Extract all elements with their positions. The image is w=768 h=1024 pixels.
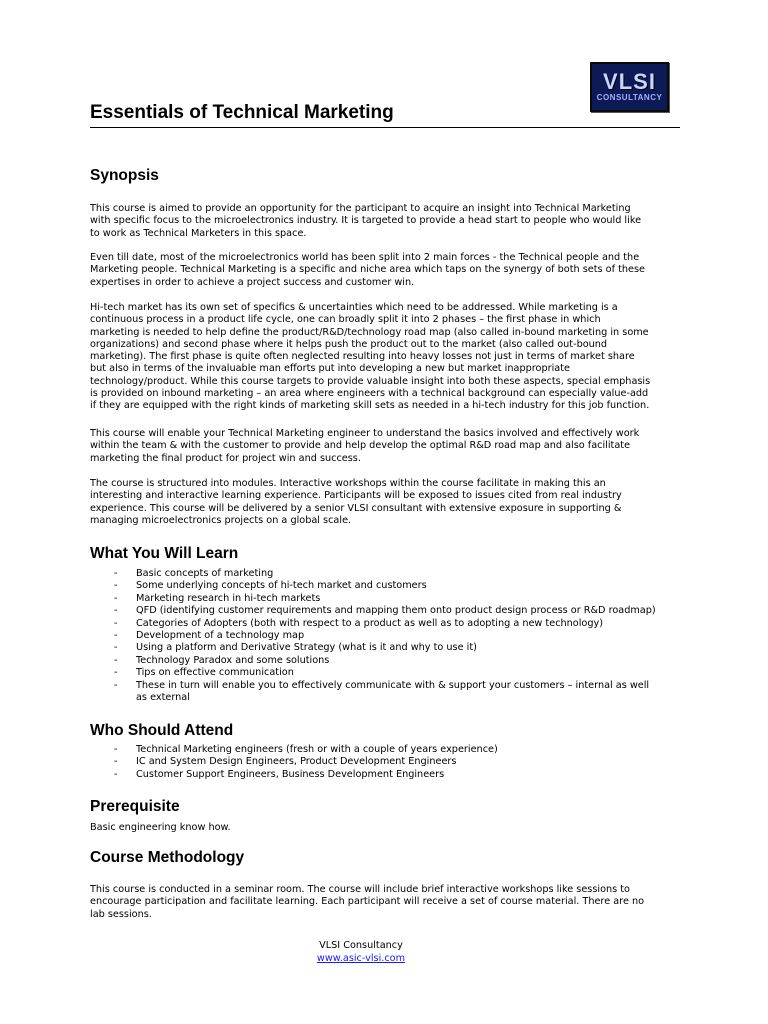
prerequisite-line: Basic engineering know how.	[90, 822, 231, 833]
bullet-dash: -	[114, 679, 118, 691]
list-item-text: Categories of Adopters (both with respect to a product as well as to adopting a new technology)	[136, 617, 604, 629]
learn-list	[90, 568, 680, 704]
bullet-dash: -	[114, 592, 118, 604]
list-item	[90, 580, 680, 592]
synopsis-paragraph-3	[90, 302, 680, 413]
text-line: if they are equipped with the right kinds of marketing skill sets as needed in a hi-tech industry for this job function.	[90, 400, 650, 412]
text-line: within the team & with the customer to provide and help develop the optimal R&D road map and also facilitate	[90, 440, 631, 452]
synopsis-paragraph-5	[90, 478, 680, 527]
text-line: technology/product. While this course targets to provide valuable insight into both these aspects, special emphasis	[90, 375, 651, 387]
text-line: Marketing people. Technical Marketing is a specific and niche area which taps on the synergy of both sets of these	[90, 264, 645, 276]
list-item	[90, 667, 680, 679]
text-line: marketing). The first phase is quite often neglected resulting into heavy losses not just in terms of market share	[90, 351, 635, 363]
page-title: Essentials of Technical Marketing	[90, 102, 394, 123]
text-line: with specific focus to the microelectronics industry. It is targeted to provide a head start to people who would like	[90, 215, 642, 227]
footer-website-link[interactable]: www.asic-vlsi.com	[316, 953, 406, 964]
list-item-text: These in turn will enable you to effectively communicate with & support your customers – internal as well	[136, 679, 650, 691]
list-item	[90, 593, 680, 605]
bullet-dash: -	[114, 580, 118, 592]
prerequisite-heading: Prerequisite	[90, 798, 180, 815]
text-line: experience. This course will be delivered by a senior VLSI consultant with extensive exposure in supporting &	[90, 502, 622, 514]
text-line: expertises in order to achieve a project success and customer win.	[90, 276, 415, 288]
attend-list	[90, 744, 680, 781]
learn-heading: What You Will Learn	[90, 545, 239, 562]
list-item	[90, 618, 680, 630]
bullet-dash: -	[114, 605, 118, 617]
list-item-text: IC and System Design Engineers, Product Development Engineers	[136, 756, 457, 768]
list-item-text: Marketing research in hi-tech markets	[136, 592, 321, 604]
vlsi-logo	[590, 62, 669, 112]
text-line: encourage participation and facilitate learning. Each participant will receive a set of course material. There are no	[90, 896, 645, 908]
footer-company: VLSI Consultancy	[319, 940, 403, 951]
list-item-text: Customer Support Engineers, Business Development Engineers	[136, 768, 445, 780]
text-line: continuous process in a product life cycle, one can broadly split it into 2 phases – the first phase in which	[90, 314, 601, 326]
list-item	[90, 642, 680, 654]
text-line: is provided on inbound marketing – an area where engineers with a technical background can especially value-add	[90, 388, 649, 400]
attend-heading: Who Should Attend	[90, 722, 234, 739]
text-line: This course will enable your Technical Marketing engineer to understand the basics involved and effectively work	[90, 428, 640, 439]
synopsis-paragraph-4	[90, 428, 680, 465]
list-item	[90, 605, 680, 617]
list-item-text: Development of a technology map	[136, 630, 305, 642]
text-line: to work as Technical Marketers in this space.	[90, 227, 307, 239]
synopsis-heading: Synopsis	[90, 167, 159, 184]
list-item-text: Basic concepts of marketing	[136, 568, 274, 579]
list-item	[90, 655, 680, 667]
text-line: This course is conducted in a seminar room. The course will include brief interactive workshops like sessions to	[90, 884, 630, 895]
text-line: Hi-tech market has its own set of specifics & uncertainties which need to be addressed. While marketing is a	[90, 302, 618, 313]
list-item-text: Technology Paradox and some solutions	[136, 654, 330, 666]
prerequisite-text	[90, 822, 680, 834]
text-line: marketing the final product for project win and success.	[90, 452, 361, 464]
bullet-dash: -	[114, 667, 118, 679]
bullet-dash: -	[114, 568, 118, 579]
text-line: marketing is needed to help define the product/R&D/technology road map (also called in-bound marketing in some	[90, 326, 649, 338]
text-line: The course is structured into modules. Interactive workshops within the course facilitate in making this an	[90, 478, 606, 489]
list-item-text: Tips on effective communication	[136, 667, 294, 679]
list-item-text: Some underlying concepts of hi-tech market and customers	[136, 580, 427, 592]
text-line: organizations) and second phase where it helps push the product out to the market (also called out-bound	[90, 338, 608, 350]
methodology-paragraph	[90, 884, 680, 921]
text-line: managing microelectronics projects on a global scale.	[90, 514, 352, 526]
title-divider	[90, 127, 680, 128]
logo-text: VLSI	[603, 69, 656, 94]
synopsis-paragraph-2	[90, 252, 680, 289]
list-item-text: Using a platform and Derivative Strategy (what is it and why to use it)	[136, 642, 477, 654]
text-line: Even till date, most of the microelectronics world has been split into 2 main forces - the Technical people and the	[90, 252, 640, 263]
bullet-dash: -	[114, 630, 118, 642]
list-item	[90, 769, 680, 781]
list-item-text: as external	[136, 692, 190, 704]
bullet-dash: -	[114, 654, 118, 666]
bullet-dash: -	[114, 617, 118, 629]
synopsis-paragraph-1	[90, 203, 680, 240]
bullet-dash: -	[114, 768, 118, 780]
bullet-dash: -	[114, 756, 118, 768]
methodology-heading: Course Methodology	[90, 849, 245, 866]
text-line: lab sessions.	[90, 908, 152, 920]
list-item	[90, 568, 680, 580]
text-line: but also in terms of the invaluable man efforts put into developing a new but market inappropriate	[90, 363, 570, 375]
list-item	[90, 630, 680, 642]
text-line: This course is aimed to provide an opportunity for the participant to acquire an insight into Technical Marketing	[90, 203, 631, 214]
list-item-text: Technical Marketing engineers (fresh or with a couple of years experience)	[136, 744, 498, 755]
list-item	[90, 744, 680, 756]
list-item	[90, 680, 680, 705]
logo-subtext: CONSULTANCY	[596, 93, 663, 102]
list-item	[90, 756, 680, 768]
footer	[0, 939, 722, 965]
bullet-dash: -	[114, 642, 118, 654]
list-item-text: QFD (identifying customer requirements and mapping them onto product design process or R&D roadmap)	[136, 605, 656, 617]
bullet-dash: -	[114, 744, 118, 755]
text-line: interesting and interactive learning experience. Participants will be exposed to issues cited from real industry	[90, 490, 622, 502]
